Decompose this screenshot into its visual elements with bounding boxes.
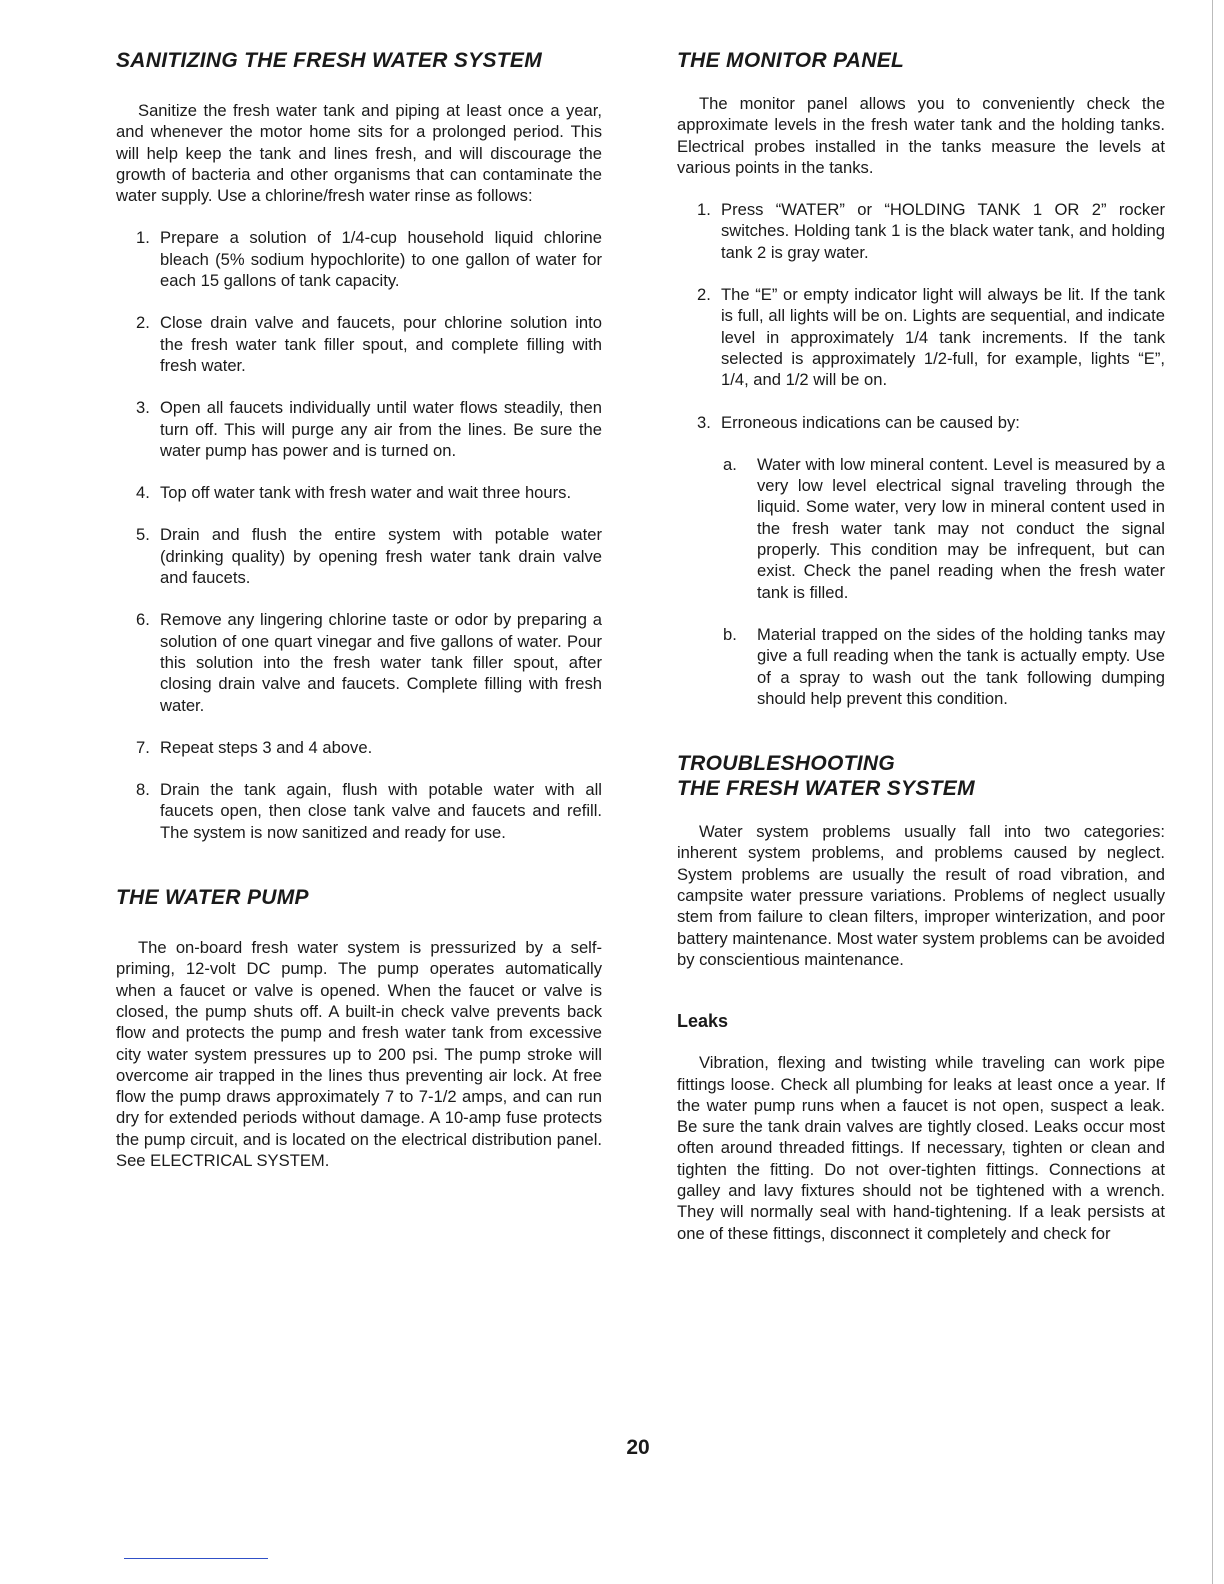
list-item: 1. Prepare a solution of 1/4-cup household liquid chlorine bleach (5% sodium hypochlorite) to one gallon of water for each 15 gallons of tank capacity. — [136, 228, 602, 291]
list-item: 2. Close drain valve and faucets, pour chlorine solution into the fresh water tank filler spout, and complete filling with fresh water. — [136, 313, 602, 375]
sanitizing-steps — [116, 227, 602, 843]
heading-troubleshooting-line1: TROUBLESHOOTING — [677, 752, 895, 776]
page-number: 20 — [626, 1436, 650, 1459]
heading-leaks: Leaks — [677, 1011, 729, 1032]
list-item: 5. Drain and flush the entire system with potable water (drinking quality) by opening fresh water tank drain valve and faucets. — [136, 525, 602, 588]
water-pump-body: The on-board fresh water system is pressurized by a self-priming, 12-volt DC pump. The pump operates automatically when a faucet or valve is opened. When the faucet or valve is closed, the pump shuts off. A built-in check valve prevents back flow and protects the pump and fresh water tank from excessive city water system pressures up to 200 psi. The pump stroke will overcome air trapped in the lines thus preventing air lock. At free flow the pump draws approximately 7 to 7-1/2 amps, and can run dry for extended periods without damage. A 10-amp fuse protects the pump circuit, and is located on the electrical distribution panel. See ELECTRICAL SYSTEM. — [116, 938, 602, 1170]
list-item: 3. Erroneous indications can be caused by: — [697, 412, 1020, 432]
scan-edge-line — [1212, 0, 1213, 1584]
list-item: 6. Remove any lingering chlorine taste or odor by preparing a solution of one quart vinegar and five gallons of water. Pour this solution into the fresh water tank filler spout, after closing drain valve and faucets. Complete filling with fresh water. — [136, 610, 602, 715]
scan-underline — [124, 1558, 268, 1559]
list-item: 4. Top off water tank with fresh water and wait three hours. — [136, 483, 572, 503]
monitor-panel-intro: The monitor panel allows you to conveniently check the approximate levels in the fresh water tank and the holding tanks. Electrical probes installed in the tanks measure the levels at various points in the tanks. — [677, 94, 1165, 177]
heading-monitor-panel: THE MONITOR PANEL — [677, 49, 905, 72]
heading-water-pump: THE WATER PUMP — [116, 886, 309, 910]
monitor-panel-steps — [677, 199, 1165, 709]
list-item: 8. Drain the tank again, flush with potable water with all faucets open, then close tank valve and faucets and refill. The system is now sanitized and ready for use. — [136, 780, 602, 842]
list-item: 7. Repeat steps 3 and 4 above. — [136, 737, 373, 757]
list-item: 3. Open all faucets individually until water flows steadily, then turn off. This will purge any air from the lines. Be sure the water pump has power and is turned on. — [136, 398, 602, 460]
leaks-body: Vibration, flexing and twisting while traveling can work pipe fittings loose. Check all plumbing for leaks at least once a year. If the water pump runs when a faucet is not open, suspect a leak. Be sure the tank drain valves are tightly closed. Leaks occur most often around threaded fittings. If necessary, tighten or clean and tighten the fitting. Do not over-tighten fittings. Connections at galley and lavy fixtures should not be tightened with a wrench. They will normally seal with hand-tightening. If a leak persists at one of these fittings, disconnect it completely and check for — [677, 1053, 1165, 1243]
heading-troubleshooting-line2: THE FRESH WATER SYSTEM — [677, 777, 975, 801]
list-item: 2. The “E” or empty indicator light will always be lit. If the tank is full, all lights will be on. Lights are sequential, and indicate level in approximately 1/4 tank increments. If the tank selected is approximately 1/2-full, for example, lights “E”, 1/4, and 1/2 will be on. — [697, 285, 1165, 390]
list-item: 1. Press “WATER” or “HOLDING TANK 1 OR 2” rocker switches. Holding tank 1 is the black water tank, and holding tank 2 is gray water. — [697, 200, 1165, 262]
list-item: b. Material trapped on the sides of the holding tanks may give a full reading when the tank is actually empty. Use of a spray to wash out the tank following dumping should help prevent this condition. — [723, 624, 1165, 708]
heading-sanitizing: SANITIZING THE FRESH WATER SYSTEM — [116, 49, 543, 72]
list-item: a. Water with low mineral content. Level is measured by a very low level electrical signal traveling through the liquid. Some water, very low in mineral content used in the fresh water tank may not conduct the signal properly. This condition may be infrequent, but can exist. Check the panel reading when the fresh water tank is filled. — [723, 454, 1165, 602]
troubleshooting-body: Water system problems usually fall into two categories: inherent system problems, and problems caused by neglect. System problems are usually the result of road vibration, and campsite water pressure variations. Problems of neglect usually stem from failure to clean filters, improper winterization, and poor battery maintenance. Most water system problems can be avoided by conscientious maintenance. — [677, 822, 1165, 969]
right-column — [677, 48, 1165, 1244]
sanitizing-intro: Sanitize the fresh water tank and piping at least once a year, and whenever the motor home sits for a prolonged period. This will help keep the tank and lines fresh, and will discourage the growth of bacteria and other organisms that can contaminate the water supply. Use a chlorine/fresh water rinse as follows: — [116, 101, 602, 206]
left-column — [116, 48, 602, 1171]
